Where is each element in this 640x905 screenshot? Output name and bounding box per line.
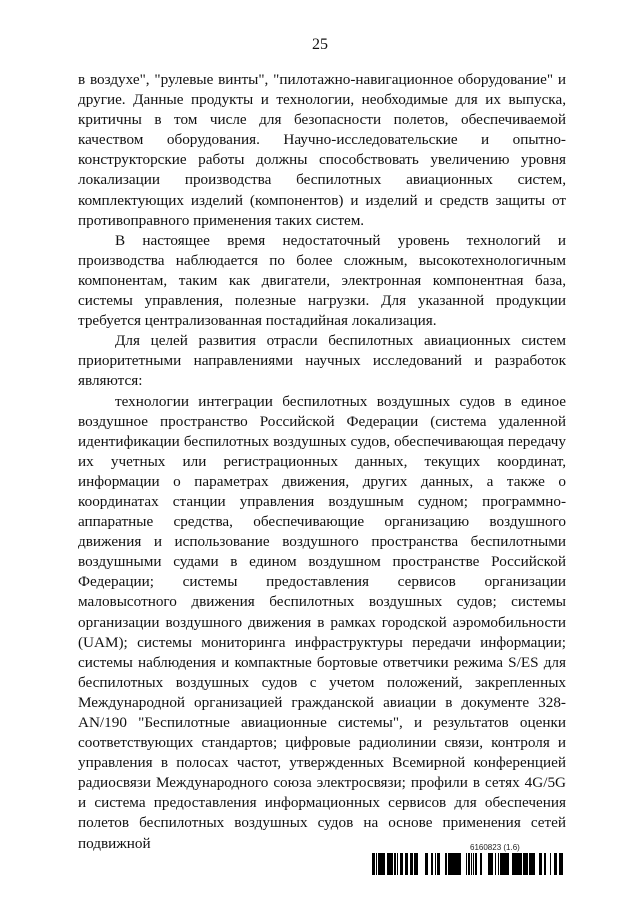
barcode-icon	[372, 853, 564, 875]
paragraph-3: Для целей развития отрасли беспилотных авиационных систем приоритетными направлениями научных исследований и разработок являются:	[78, 332, 566, 390]
page-number: 25	[312, 36, 328, 53]
paragraph-1: в воздухе", "рулевые винты", "пилотажно-навигационное оборудование" и другие. Данные продукты и технологии, необходимые для их выпуска, критичны в том числе для безопасности полетов, обеспечиваемой качеством оборудования. Научно-исследовательские и опытно-конструкторские работы должны способствовать увеличению уровня локализации производства беспилотных авиационных систем, комплектующих изделий (компонентов) и изделий и средств защиты от противоправного применения таких систем.	[78, 71, 566, 229]
document-code: 6160823 (1.6)	[470, 843, 520, 852]
paragraph-4: технологии интеграции беспилотных воздушных судов в единое воздушное пространство Российской Федерации (система удаленной идентификации беспилотных воздушных судов, обеспечивающая передачу их учетных или регистрационных данных, текущих координат, информации о параметрах движения, других данных, а также о координатах станции управления воздушным судном; программно-аппаратные средства, обеспечивающие организацию воздушного движения и использование воздушного пространства беспилотными воздушными судами в едином воздушном пространстве Российской Федерации; системы предоставления сервисов организации маловысотного движения беспилотных воздушных судов; системы организации воздушного движения в рамках городской аэромобильности (UAM); системы мониторинга инфраструктуры передачи информации; системы наблюдения и компактные бортовые ответчики режима S/ES для беспилотных воздушных судов с учетом положений, закрепленных Международной организацией гражданской авиации в документе 328-AN/190 "Беспилотные авиационные системы", и результатов оценки соответствующих стандартов; цифровые радиолинии связи, контроля и управления в полосах частот, утвержденных Всемирной конференцией радиосвязи Международного союза электросвязи; профили в сетях 4G/5G и система предоставления информационных сервисов для обеспечения полетов беспилотных воздушных судов на основе применения сетей подвижной	[78, 392, 566, 852]
body-text	[78, 70, 566, 854]
paragraph-2: В настоящее время недостаточный уровень технологий и производства наблюдается по более сложным, высокотехнологичным компонентам, таким как двигатели, электронная компонентная база, системы управления, полезные нагрузки. Для указанной продукции требуется централизованная постадийная локализация.	[78, 231, 566, 330]
